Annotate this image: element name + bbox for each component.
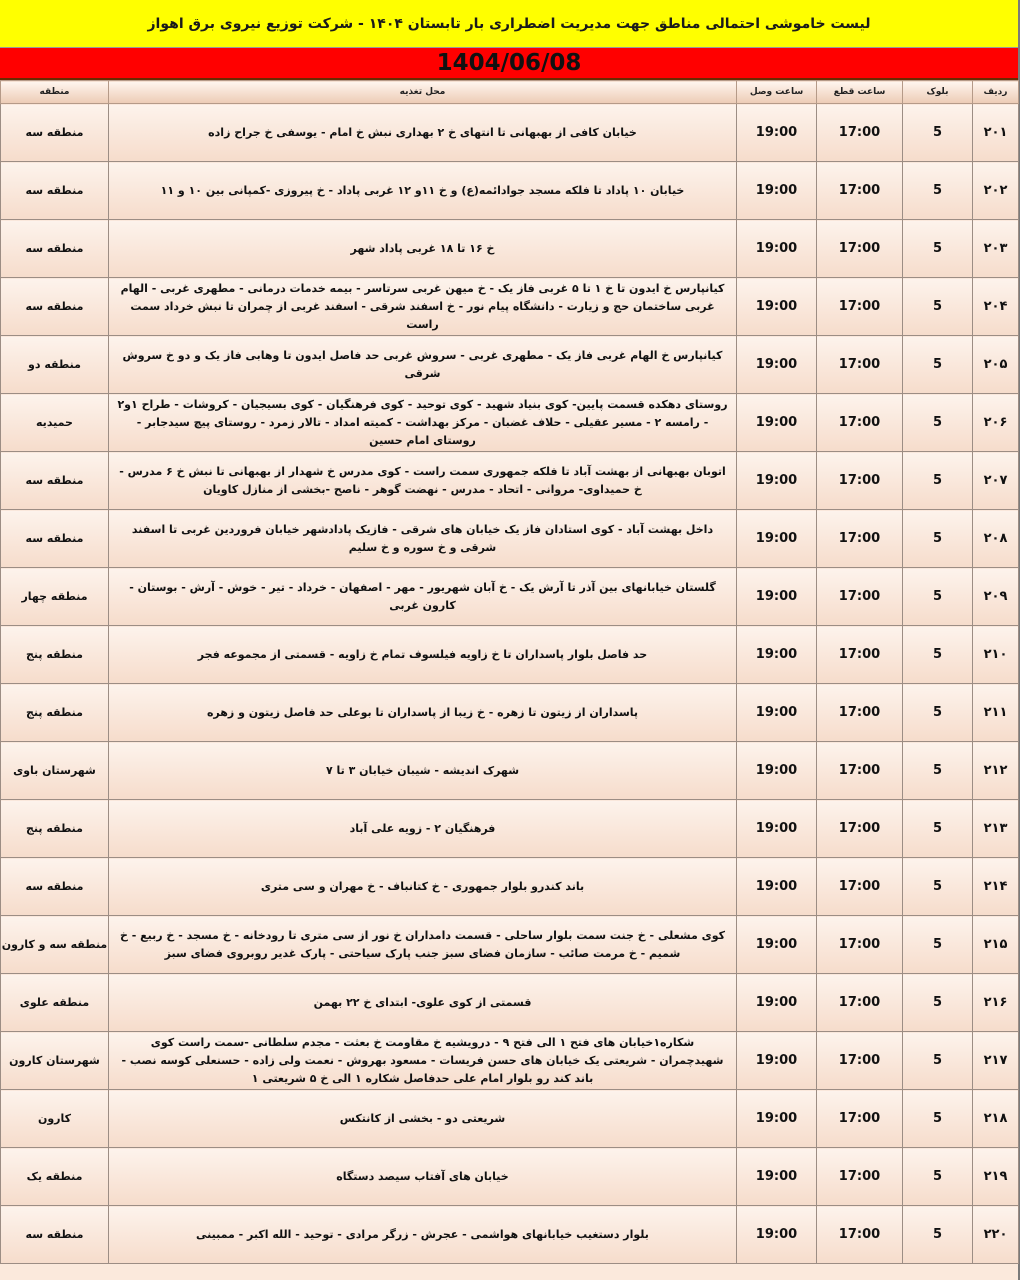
- block-number: 5: [903, 568, 973, 626]
- col-cut-time: ساعت قطع: [817, 81, 903, 104]
- cut-time: 17:00: [817, 1090, 903, 1148]
- location: خیابان های آفتاب سیصد دستگاه: [109, 1148, 737, 1206]
- region: منطقه سه: [1, 510, 109, 568]
- location: شهرک اندیشه - شیبان خیابان ۳ تا ۷: [109, 742, 737, 800]
- block-number: 5: [903, 104, 973, 162]
- region: منطقه پنج: [1, 800, 109, 858]
- table-row: [1, 278, 1019, 336]
- col-radif: ردیف: [973, 81, 1019, 104]
- block-number: 5: [903, 684, 973, 742]
- location: بلوار دستغیب خیابانهای هواشمی - عجرش - زرگر مرادی - توحید - الله اکبر - ممبینی: [109, 1206, 737, 1264]
- connect-time: 19:00: [737, 220, 817, 278]
- row-number: ۲۰۷: [973, 452, 1019, 510]
- block-number: 5: [903, 220, 973, 278]
- row-number: ۲۰۵: [973, 336, 1019, 394]
- row-number: ۲۰۲: [973, 162, 1019, 220]
- col-block: بلوک: [903, 81, 973, 104]
- connect-time: 19:00: [737, 1032, 817, 1090]
- connect-time: 19:00: [737, 858, 817, 916]
- row-number: ۲۱۷: [973, 1032, 1019, 1090]
- block-number: 5: [903, 278, 973, 336]
- connect-time: 19:00: [737, 104, 817, 162]
- block-number: 5: [903, 1148, 973, 1206]
- connect-time: 19:00: [737, 1206, 817, 1264]
- region: منطقه سه: [1, 220, 109, 278]
- table-row: [1, 104, 1019, 162]
- block-number: 5: [903, 394, 973, 452]
- region: منطقه چهار: [1, 568, 109, 626]
- cut-time: 17:00: [817, 568, 903, 626]
- cut-time: 17:00: [817, 626, 903, 684]
- row-number: ۲۱۸: [973, 1090, 1019, 1148]
- date-banner: 1404/06/08: [0, 48, 1018, 80]
- region: شهرستان کارون: [1, 1032, 109, 1090]
- table-row: [1, 452, 1019, 510]
- row-number: ۲۱۵: [973, 916, 1019, 974]
- location: داخل بهشت آباد - کوی استادان فاز یک خیابان های شرقی - فازیک پاداد‌شهر خیابان فروردین غربی تا اسفند شرقی و خ سوره و خ سلیم: [109, 510, 737, 568]
- cut-time: 17:00: [817, 336, 903, 394]
- cut-time: 17:00: [817, 684, 903, 742]
- row-number: ۲۲۰: [973, 1206, 1019, 1264]
- location: کیانپارس خ ایدون تا خ ۱ تا ۵ غربی فاز یک - خ میهن غربی سرتاسر - بیمه خدمات درمانی - مطهری غربی - الهام غربی ساختمان حج و زیارت - دانشگاه پیام نور - خ اسفند شرقی - اسفند غربی از چمران تا نبش خرداد سمت راست: [109, 278, 737, 336]
- region: منطقه پنج: [1, 684, 109, 742]
- table-row: [1, 1206, 1019, 1264]
- block-number: 5: [903, 452, 973, 510]
- row-number: ۲۱۲: [973, 742, 1019, 800]
- region: منطقه علوی: [1, 974, 109, 1032]
- page-title: لیست خاموشی احتمالی مناطق جهت مدیریت اضطراری بار تابستان ۱۴۰۴ - شرکت توزیع نیروی برق اهواز: [0, 0, 1018, 48]
- table-row: [1, 626, 1019, 684]
- cut-time: 17:00: [817, 916, 903, 974]
- row-number: ۲۰۶: [973, 394, 1019, 452]
- cut-time: 17:00: [817, 742, 903, 800]
- cut-time: 17:00: [817, 452, 903, 510]
- region: منطقه سه: [1, 162, 109, 220]
- table-body: [1, 104, 1019, 1264]
- region: منطقه سه و کارون: [1, 916, 109, 974]
- connect-time: 19:00: [737, 974, 817, 1032]
- connect-time: 19:00: [737, 278, 817, 336]
- table-row: [1, 1090, 1019, 1148]
- location: شکاره۱خیابان های فتح ۱ الی فتح ۹ - درویشیه خ مقاومت خ بعثت - مجدم سلطانی -سمت راست کوی شهیدچمران - شریعتی یک خیابان های حسن فریسات - مسعود بهروش - نعمت ولی زاده - حسنعلی کوسه نصب - باند کند رو بلوار امام علی حدفاصل شکاره ۱ الی خ ۵ شریعتی ۱: [109, 1032, 737, 1090]
- location: اتوبان بهبهانی از بهشت آباد تا فلکه جمهوری سمت راست - کوی مدرس خ شهدار از بهبهانی تا نبش خ ۶ مدرس - خ حمیداوی- مروانی - اتحاد - مدرس - نهضت گوهر - ناصح -بخشی از منازل کاویان: [109, 452, 737, 510]
- region: منطقه پنج: [1, 626, 109, 684]
- table-row: [1, 220, 1019, 278]
- row-number: ۲۰۹: [973, 568, 1019, 626]
- region: حمیدیه: [1, 394, 109, 452]
- location: گلستان خیابانهای بین آذر تا آرش یک - خ آبان شهریور - مهر - اصفهان - خرداد - تیر - خوش - آرش - بوستان - کارون غربی: [109, 568, 737, 626]
- table-row: [1, 684, 1019, 742]
- cut-time: 17:00: [817, 800, 903, 858]
- cut-time: 17:00: [817, 220, 903, 278]
- connect-time: 19:00: [737, 916, 817, 974]
- location: خیابان کافی از بهبهانی تا انتهای خ ۲ بهداری نبش خ امام - یوسفی خ جراح زاده: [109, 104, 737, 162]
- connect-time: 19:00: [737, 800, 817, 858]
- row-number: ۲۱۶: [973, 974, 1019, 1032]
- cut-time: 17:00: [817, 1206, 903, 1264]
- block-number: 5: [903, 742, 973, 800]
- region: منطقه سه: [1, 858, 109, 916]
- cut-time: 17:00: [817, 394, 903, 452]
- location: کوی مشعلی - خ جنت سمت بلوار ساحلی - قسمت دامداران خ نور از سی متری تا رودخانه - خ مسجد - خ ربیع - خ شمیم - خ مرمت صائب - سازمان فضای سبز جنب پارک سیاحتی - پارک غدیر روبروی فضای سبز: [109, 916, 737, 974]
- connect-time: 19:00: [737, 452, 817, 510]
- block-number: 5: [903, 626, 973, 684]
- connect-time: 19:00: [737, 162, 817, 220]
- region: منطقه سه: [1, 104, 109, 162]
- region: منطقه سه: [1, 278, 109, 336]
- connect-time: 19:00: [737, 336, 817, 394]
- location: باند کندرو بلوار جمهوری - خ کتانباف - خ مهران و سی متری: [109, 858, 737, 916]
- connect-time: 19:00: [737, 510, 817, 568]
- cut-time: 17:00: [817, 162, 903, 220]
- row-number: ۲۱۳: [973, 800, 1019, 858]
- cut-time: 17:00: [817, 104, 903, 162]
- table-row: [1, 974, 1019, 1032]
- location: حد فاصل بلوار پاسداران تا خ زاویه فیلسوف تمام خ زاویه - قسمتی از مجموعه فجر: [109, 626, 737, 684]
- block-number: 5: [903, 336, 973, 394]
- connect-time: 19:00: [737, 394, 817, 452]
- row-number: ۲۰۴: [973, 278, 1019, 336]
- outage-table: [0, 80, 1019, 1264]
- cut-time: 17:00: [817, 1032, 903, 1090]
- header-row: [1, 81, 1019, 104]
- region: شهرستان باوی: [1, 742, 109, 800]
- col-connect-time: ساعت وصل: [737, 81, 817, 104]
- location: روستای دهکده قسمت پایین- کوی بنیاد شهید - کوی توحید - کوی فرهنگیان - کوی بسیجیان - کروشات - طراح ۱و۲ - رامسه ۲ - مسیر عقیلی - حلاف غضبان - مرکز بهداشت - کمیته امداد - تالار زمرد - روستای پیچ سیدجابر - روستای امام حسین: [109, 394, 737, 452]
- col-location: محل تغذیه: [109, 81, 737, 104]
- location: قسمتی از کوی علوی- ابتدای خ ۲۲ بهمن: [109, 974, 737, 1032]
- block-number: 5: [903, 1032, 973, 1090]
- table-row: [1, 336, 1019, 394]
- connect-time: 19:00: [737, 1148, 817, 1206]
- table-row: [1, 916, 1019, 974]
- cut-time: 17:00: [817, 1148, 903, 1206]
- block-number: 5: [903, 162, 973, 220]
- location: پاسداران از زیتون تا زهره - خ زیبا از پاسداران تا بوعلی حد فاصل زیتون و زهره: [109, 684, 737, 742]
- region: منطقه دو: [1, 336, 109, 394]
- location: کیانپارس خ الهام غربی فاز یک - مطهری غربی - سروش غربی حد فاصل ایدون تا وهابی فاز یک و دو خ سروش شرقی: [109, 336, 737, 394]
- row-number: ۲۱۹: [973, 1148, 1019, 1206]
- table-row: [1, 394, 1019, 452]
- row-number: ۲۱۰: [973, 626, 1019, 684]
- table-row: [1, 742, 1019, 800]
- connect-time: 19:00: [737, 1090, 817, 1148]
- block-number: 5: [903, 1090, 973, 1148]
- block-number: 5: [903, 1206, 973, 1264]
- table-row: [1, 568, 1019, 626]
- row-number: ۲۱۴: [973, 858, 1019, 916]
- connect-time: 19:00: [737, 684, 817, 742]
- region: منطقه یک: [1, 1148, 109, 1206]
- location: خیابان ۱۰ پاداد تا فلکه مسجد جوادائمه(ع) و خ ۱۱و ۱۲ غربی پاداد - خ پیروزی -کمپانی بین ۱۰ و ۱۱: [109, 162, 737, 220]
- table-row: [1, 162, 1019, 220]
- cut-time: 17:00: [817, 278, 903, 336]
- row-number: ۲۱۱: [973, 684, 1019, 742]
- row-number: ۲۰۸: [973, 510, 1019, 568]
- location: فرهنگیان ۲ - زویه علی آباد: [109, 800, 737, 858]
- region: منطقه سه: [1, 452, 109, 510]
- cut-time: 17:00: [817, 510, 903, 568]
- connect-time: 19:00: [737, 742, 817, 800]
- cut-time: 17:00: [817, 974, 903, 1032]
- table-row: [1, 1032, 1019, 1090]
- block-number: 5: [903, 510, 973, 568]
- location: خ ۱۶ تا ۱۸ غربی پاداد شهر: [109, 220, 737, 278]
- connect-time: 19:00: [737, 626, 817, 684]
- connect-time: 19:00: [737, 568, 817, 626]
- col-region: منطقه: [1, 81, 109, 104]
- region: منطقه سه: [1, 1206, 109, 1264]
- cut-time: 17:00: [817, 858, 903, 916]
- block-number: 5: [903, 858, 973, 916]
- block-number: 5: [903, 974, 973, 1032]
- table-row: [1, 510, 1019, 568]
- block-number: 5: [903, 916, 973, 974]
- row-number: ۲۰۳: [973, 220, 1019, 278]
- region: کارون: [1, 1090, 109, 1148]
- table-row: [1, 1148, 1019, 1206]
- block-number: 5: [903, 800, 973, 858]
- location: شریعتی دو - بخشی از کانتکس: [109, 1090, 737, 1148]
- table-row: [1, 858, 1019, 916]
- table-row: [1, 800, 1019, 858]
- row-number: ۲۰۱: [973, 104, 1019, 162]
